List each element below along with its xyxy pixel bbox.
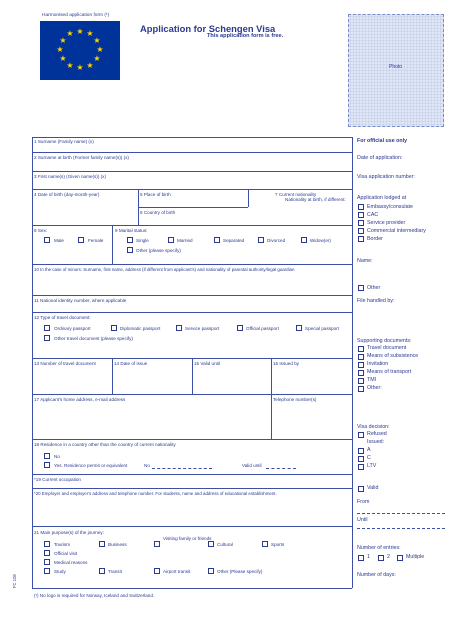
photo-label: Photo [389,64,403,70]
supporting-tmi-label: TMI [367,377,377,383]
doc-ordinary-passport-label: Ordinary passport [54,326,91,331]
doc-special-passport-checkbox[interactable] [296,325,302,331]
residence-valid-until-label: Valid until [242,463,262,468]
field-issued-by-label: 16 Issued by [273,361,300,366]
field-valid-until-label: 15 Valid until [194,361,220,366]
supporting-tmi-checkbox[interactable] [358,378,364,384]
doc-diplomatic-passport-checkbox[interactable] [111,325,117,331]
sex-male-checkbox[interactable] [44,237,50,243]
marital-divorced-label: Divorced [267,238,286,243]
lodged-cac-checkbox[interactable] [358,212,364,218]
purpose-official-visit-checkbox[interactable] [44,550,50,556]
decision-valid-label: Valid [367,485,379,491]
harmonised-form-label: Harmonised application form (¹) [42,13,110,18]
supporting-invitation-checkbox[interactable] [358,362,364,368]
decision-refused-label: Refused [367,431,387,437]
doc-special-passport-label: Special passport [305,326,339,331]
decision-c-label: C [367,455,371,461]
purpose-sports-checkbox[interactable] [262,541,268,547]
official-lodged-at-label: Application lodged at [357,195,407,201]
doc-other-checkbox[interactable] [44,335,50,341]
field-telephone-label: Telephone number(s) [273,397,317,402]
decision-valid-checkbox[interactable] [358,486,364,492]
doc-official-passport-label: Official passport [246,326,279,331]
field-date-of-birth-label: 4 Date of birth (day-month-year) [34,192,100,197]
supporting-travel-doc-label: Travel document [367,345,407,351]
page-subtitle: This application form is free. [207,33,284,39]
star-icon: ★ [56,45,64,54]
marital-separated-checkbox[interactable] [214,237,220,243]
star-icon: ★ [66,29,74,38]
official-entries-label: Number of entries: [357,545,401,551]
purpose-medical-label: Medical reasons [54,560,88,565]
field-travel-doc-number-label: 13 Number of travel document [34,361,96,366]
entries-multiple-checkbox[interactable] [397,555,403,561]
marital-single-checkbox[interactable] [127,237,133,243]
lodged-border-checkbox[interactable] [358,236,364,242]
sex-female-checkbox[interactable] [78,237,84,243]
eu-flag-logo [40,21,120,80]
purpose-tourism-checkbox[interactable] [44,541,50,547]
field-nationality-at-birth-label: Nationality at birth, if different: [285,197,346,202]
purpose-visiting-checkbox[interactable] [154,541,160,547]
star-icon: ★ [66,61,74,70]
entries-multiple-label: Multiple [406,554,425,560]
supporting-other-checkbox[interactable] [358,386,364,392]
official-visa-decision-label: Visa decision: [357,424,390,430]
official-handled-by-label: File handled by: [357,298,395,304]
marital-married-label: Married [177,238,193,243]
purpose-airport-transit-checkbox[interactable] [154,568,160,574]
purpose-transit-checkbox[interactable] [99,568,105,574]
field-minors-label: 10 In the case of minors: Surname, first name, address (if different from applicant's) and nationality of parental authority/legal guardian [34,267,295,272]
star-icon: ★ [76,27,84,36]
supporting-travel-doc-checkbox[interactable] [358,346,364,352]
field-travel-doc-type-label: 12 Type of travel document: [34,315,91,320]
sex-male-label: Male [54,238,64,243]
entries-one-label: 1 [367,554,370,560]
official-date-of-application-label: Date of application: [357,155,403,161]
star-icon: ★ [86,29,94,38]
residence-no-label: No [54,454,60,459]
field-date-of-issue-label: 14 Date of issue [114,361,148,366]
field-surname-label: 1 Surname (Family name) (x) [34,139,94,144]
decision-a-label: A [367,447,371,453]
field-employer-label: *20 Employer and employer's address and telephone number. For students, name and address of educational establishment. [34,491,277,496]
supporting-means-transport-checkbox[interactable] [358,370,364,376]
purpose-sports-label: Sports [271,542,285,547]
decision-ltv-label: LTV [367,463,377,469]
star-icon: ★ [59,36,67,45]
official-use-heading: For official use only [357,138,408,144]
doc-service-passport-label: Service passport [185,326,220,331]
lodged-embassy-checkbox[interactable] [358,204,364,210]
purpose-other-checkbox[interactable] [208,568,214,574]
star-icon: ★ [93,54,101,63]
field-sex-label: 8 Sex: [34,228,48,233]
supporting-means-subsistence-label: Means of subsistence [367,353,419,359]
footnote: (¹) No logo is required for Norway, Iceland and Switzerland. [34,593,155,598]
purpose-official-visit-label: Official visit [54,551,78,556]
entries-two-label: 2 [387,554,390,560]
residence-yes-checkbox[interactable] [44,462,50,468]
marital-divorced-checkbox[interactable] [258,237,264,243]
residence-yes-label: Yes. Residence permit or equivalent [54,463,128,468]
field-marital-status-label: 9 Marital status: [115,228,148,233]
purpose-medical-checkbox[interactable] [44,559,50,565]
field-country-of-birth-label: 6 Country of birth [140,210,176,215]
purpose-other-label: Other (Please specify) [217,569,263,574]
field-occupation-label: *19 Current occupation [34,477,81,482]
field-home-address-label: 17 Applicant's home address, e-mail address [34,397,126,402]
marital-single-label: Single [136,238,149,243]
official-days-label: Number of days: [357,572,396,578]
decision-refused-checkbox[interactable] [358,432,364,438]
decision-c-checkbox[interactable] [358,456,364,462]
lodged-service-provider-checkbox[interactable] [358,220,364,226]
supporting-means-transport-label: Means of transport [367,369,412,375]
lodged-embassy-label: Embassy/consulate [367,204,413,210]
field-national-id-label: 11 National identity number, where applicable [34,298,127,303]
official-supporting-docs-label: Supporting documents: [357,338,412,344]
sex-female-label: Female [88,238,104,243]
lodged-commercial-label: Commercial intermediary [367,228,426,234]
star-icon: ★ [93,36,101,45]
official-until-label: Until [357,517,368,523]
star-icon: ★ [76,63,84,72]
marital-married-checkbox[interactable] [168,237,174,243]
field-purpose-label: 21 Main purpose(s) of the journey: [34,530,104,535]
official-name-label: Name: [357,258,373,264]
lodged-cac-label: CAC [367,212,379,218]
doc-diplomatic-passport-label: Diplomatic passport [120,326,161,331]
photo-box[interactable] [348,14,444,127]
purpose-study-checkbox[interactable] [44,568,50,574]
doc-service-passport-checkbox[interactable] [176,325,182,331]
official-other-checkbox[interactable] [358,285,364,291]
purpose-cultural-checkbox[interactable] [208,541,214,547]
supporting-means-subsistence-checkbox[interactable] [358,354,364,360]
purpose-cultural-label: Cultural [217,542,233,547]
entries-one-checkbox[interactable] [358,555,364,561]
lodged-border-label: Border [367,236,383,242]
star-icon: ★ [59,54,67,63]
purpose-transit-label: Transit [108,569,122,574]
purpose-business-checkbox[interactable] [99,541,105,547]
official-other-label: Other [367,285,381,291]
decision-ltv-checkbox[interactable] [358,464,364,470]
star-icon: ★ [96,45,104,54]
doc-ordinary-passport-checkbox[interactable] [44,325,50,331]
purpose-tourism-label: Tourism [54,542,71,547]
star-icon: ★ [86,61,94,70]
doc-official-passport-checkbox[interactable] [237,325,243,331]
official-from-label: From [357,499,370,505]
lodged-commercial-checkbox[interactable] [358,228,364,234]
decision-a-checkbox[interactable] [358,448,364,454]
purpose-visiting-label: Visiting family or friends [163,536,212,541]
marital-other-checkbox[interactable] [127,247,133,253]
field-surname-at-birth-label: 2 Surname at birth (Former family name(s)) (x) [34,155,129,160]
page-title: Application for Schengen Visa [140,23,276,34]
field-first-names-label: 3 First name(s) (Given name(s)) (x) [34,174,106,179]
marital-widow-checkbox[interactable] [301,237,307,243]
marital-widow-label: Widow(er) [310,238,331,243]
official-visa-number-label: Visa application number: [357,174,415,180]
field-place-of-birth-label: 5 Place of birth [140,192,171,197]
residence-no-checkbox[interactable] [44,453,50,459]
form-code: FC 108 [12,574,17,588]
lodged-service-provider-label: Service provider [367,220,406,226]
field-current-nationality-label: 7 Current nationality [275,192,317,197]
supporting-invitation-label: Invitation [367,361,389,367]
purpose-airport-transit-label: Airport transit [163,569,191,574]
marital-separated-label: Separated [223,238,245,243]
marital-other-label: Other (please specify) [136,248,181,253]
doc-other-label: Other travel document (please specify) [54,336,133,341]
decision-issued-label: Issued: [367,439,385,445]
entries-two-checkbox[interactable] [378,555,384,561]
purpose-business-label: Business [108,542,127,547]
field-residence-label: 18 Residence in a country other than the country of current nationality [34,442,176,447]
residence-permit-no-label: No [144,463,150,468]
purpose-study-label: Study [54,569,66,574]
supporting-other-label: Other: [367,385,382,391]
